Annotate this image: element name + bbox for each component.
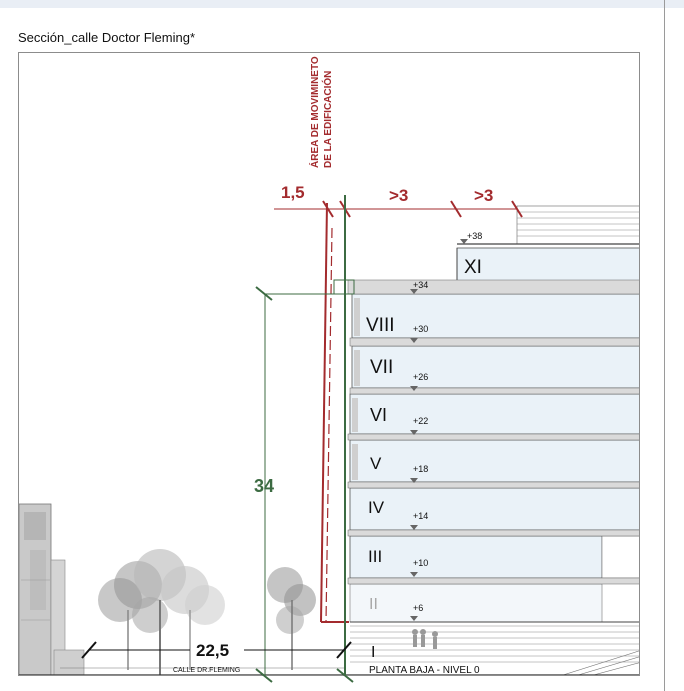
level-10: +10 <box>413 558 429 568</box>
street-name: CALLE DR.FLEMING <box>173 667 241 674</box>
neighbour-building <box>19 504 84 676</box>
setback-front: 1,5 <box>281 183 305 202</box>
floor-I: I <box>371 644 376 661</box>
level-26: +26 <box>413 372 429 382</box>
floor-III: III <box>368 547 383 566</box>
vertical-note-line1: ÁREA DE MOVIMINETO <box>310 56 321 168</box>
setback-third: >3 <box>474 186 494 205</box>
floor-VII: VII <box>370 357 394 378</box>
level-22: +22 <box>413 416 429 426</box>
level-14: +14 <box>413 511 429 521</box>
building <box>348 206 642 676</box>
floor-II: II <box>369 596 378 613</box>
level-18: +18 <box>413 464 429 474</box>
street-width: 22,5 <box>196 641 230 660</box>
floor-XI: XI <box>464 257 482 278</box>
level-30: +30 <box>413 324 429 334</box>
floor-VIII: VIII <box>366 315 395 336</box>
floor-IV: IV <box>368 498 385 517</box>
floor-V: V <box>370 454 382 473</box>
setback-second: >3 <box>389 186 409 205</box>
floor-VI: VI <box>370 405 388 425</box>
level-34: +34 <box>413 280 429 290</box>
level-38: +38 <box>467 231 483 241</box>
ground-floor-label: PLANTA BAJA - NIVEL 0 <box>369 665 480 676</box>
section-title: Sección_calle Doctor Fleming* <box>18 30 196 45</box>
height-dimension: 34 <box>254 476 275 496</box>
level-6: +6 <box>413 603 424 613</box>
vertical-note-line2: DE LA EDIFICACIÓN <box>323 70 334 168</box>
